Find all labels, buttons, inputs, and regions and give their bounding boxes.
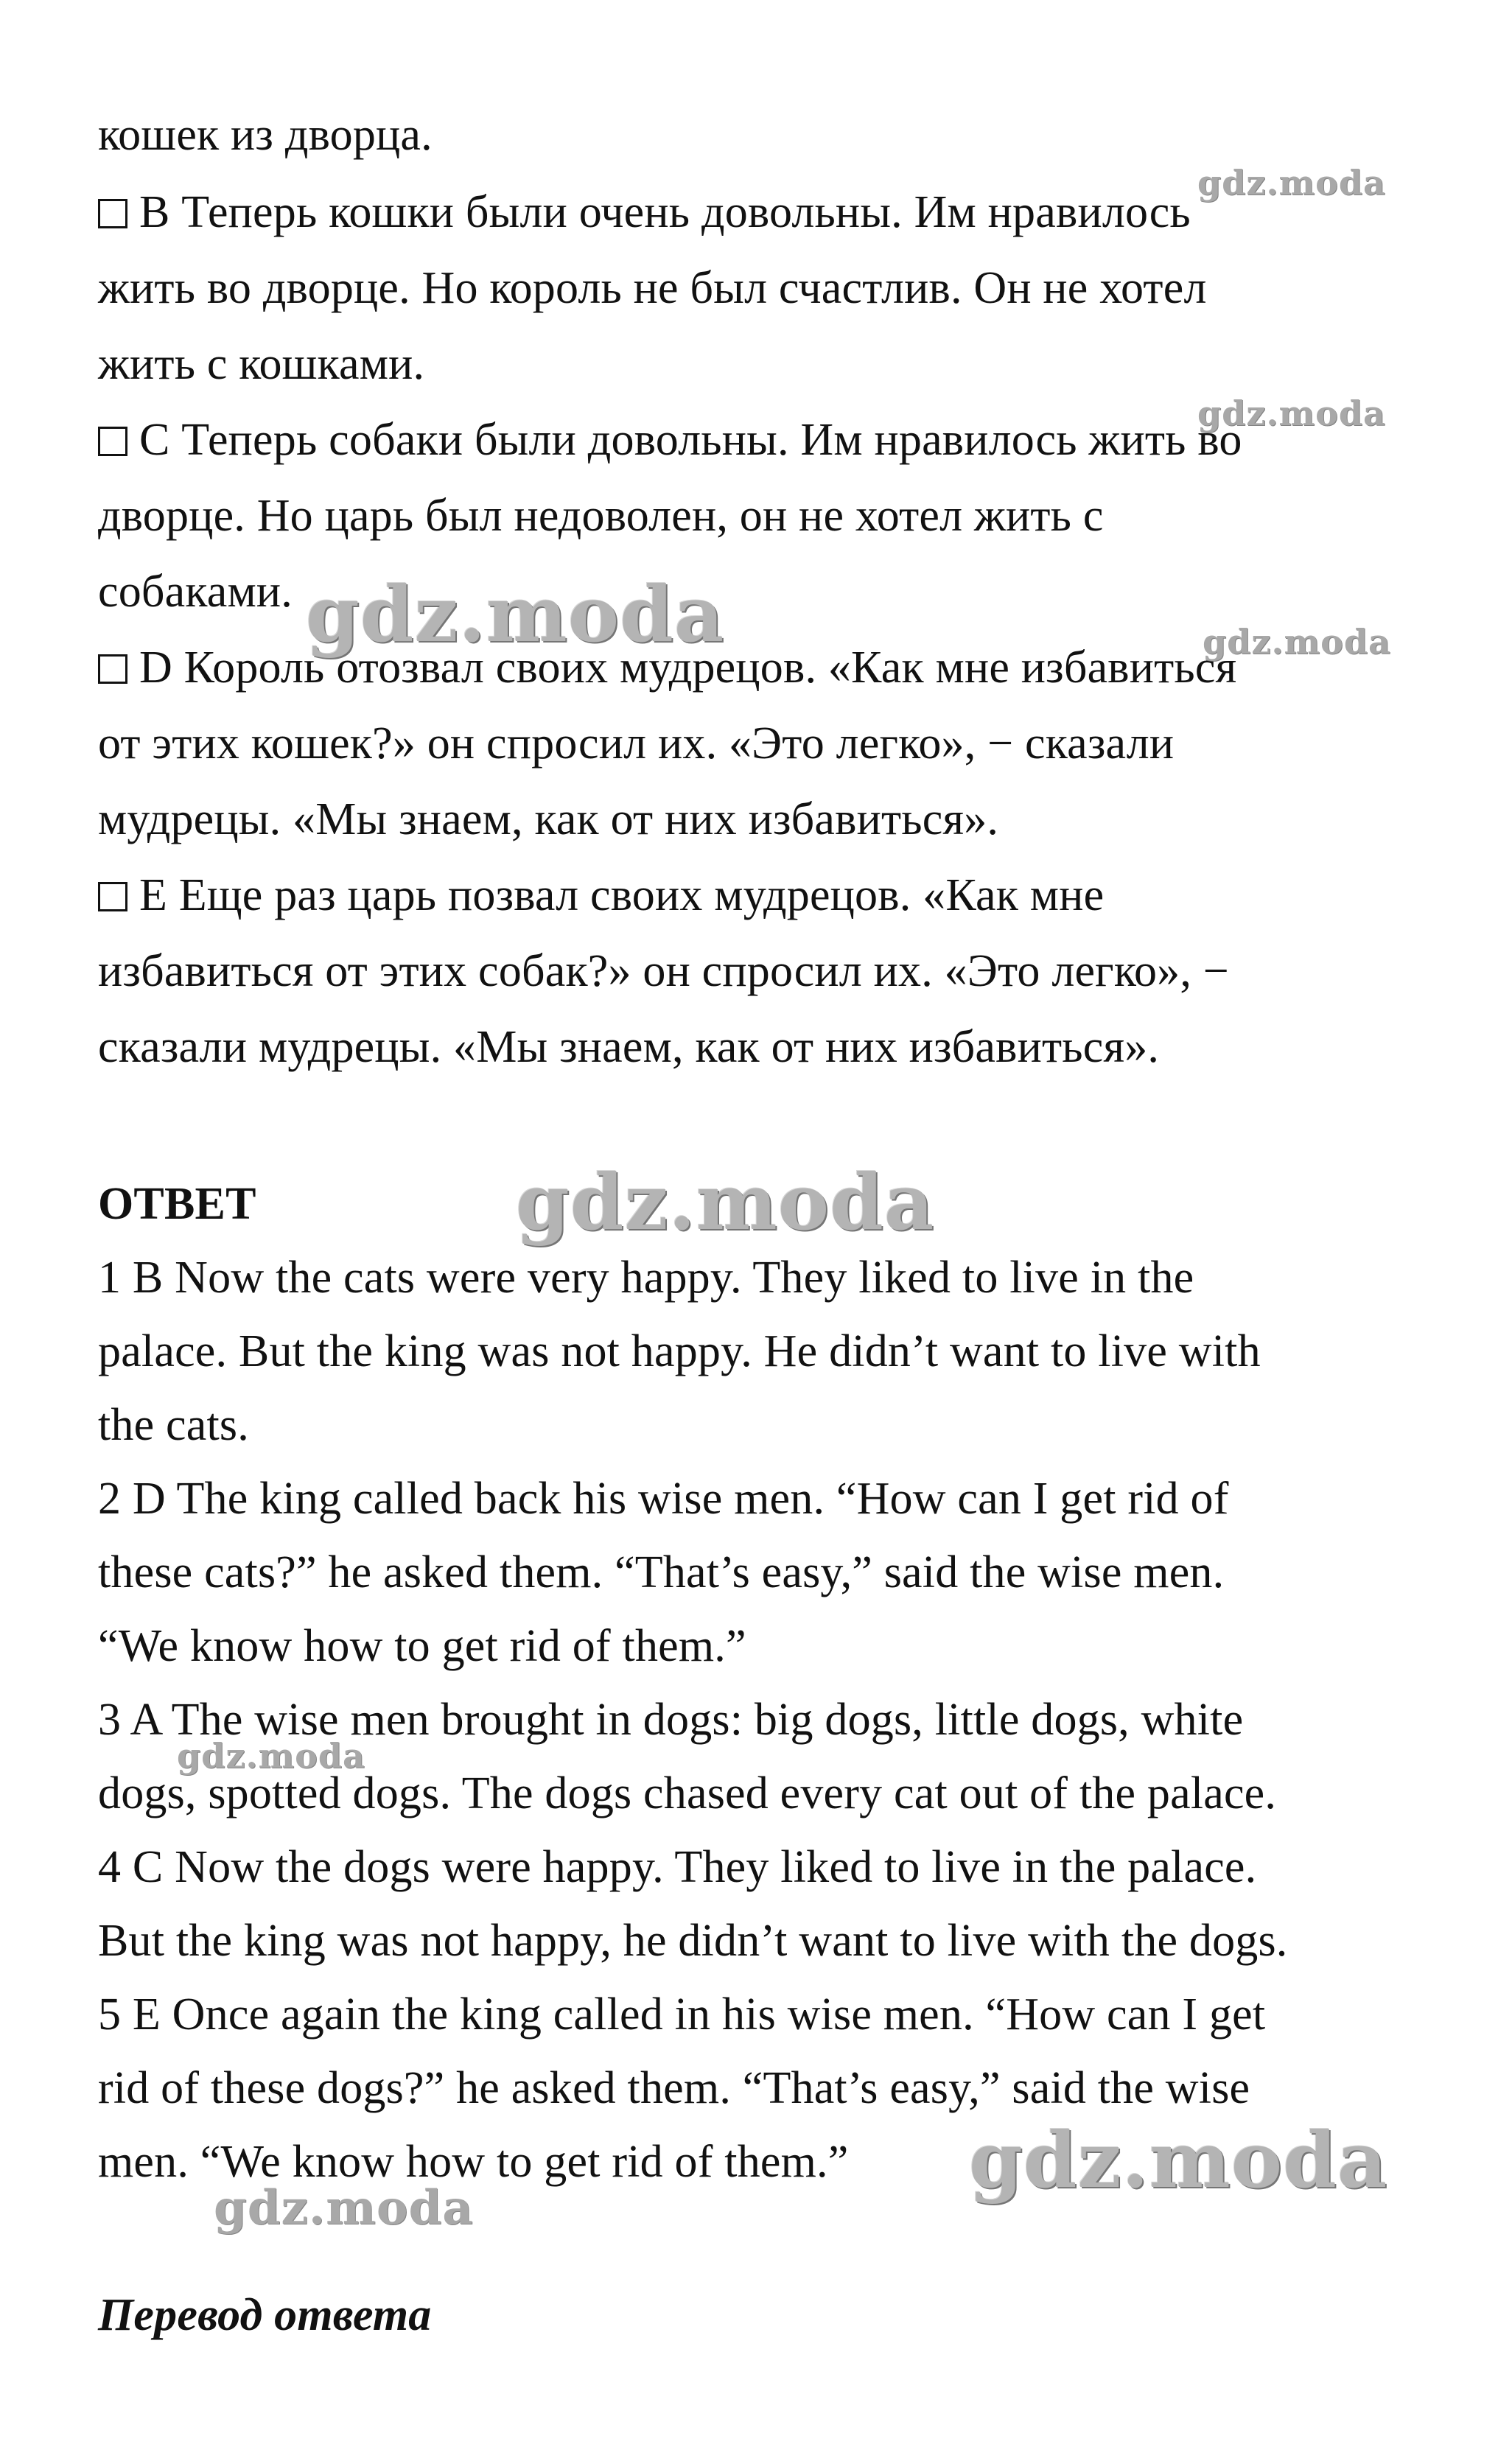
text-line: сказали мудрецы. «Мы знаем, как от них избавиться». [98, 1022, 1160, 1072]
text-line: жить во дворце. Но король не был счастлив. Он не хотел [98, 263, 1207, 313]
option-text: С Теперь собаки были довольны. Им нравилось жить во [139, 415, 1242, 465]
option-text: Е Еще раз царь позвал своих мудрецов. «Как мне [139, 870, 1105, 920]
answer-line: dogs, spotted dogs. The dogs chased every cat out of the palace. [98, 1768, 1277, 1818]
option-b [98, 189, 1191, 235]
text-line: кошек из дворца. [98, 110, 433, 160]
answer-line: palace. But the king was not happy. He didn’t want to live with [98, 1326, 1261, 1376]
translation-heading: Перевод ответа [98, 2290, 432, 2340]
text-line: мудрецы. «Мы знаем, как от них избавиться». [98, 794, 999, 844]
checkbox-icon[interactable] [98, 199, 127, 228]
watermark: gdz.moda [214, 2180, 474, 2236]
watermark: gdz.moda [516, 1157, 935, 1247]
watermark: gdz.moda [1197, 163, 1386, 203]
answer-line: 1 B Now the cats were very happy. They liked to live in the [98, 1253, 1194, 1303]
option-c [98, 417, 1242, 463]
watermark: gdz.moda [1197, 393, 1386, 433]
answer-line: the cats. [98, 1400, 249, 1450]
answer-line: men. “We know how to get rid of them.” [98, 2137, 849, 2187]
watermark: gdz.moda [1203, 622, 1391, 662]
text-line: избавиться от этих собак?» он спросил их. «Это легко», − [98, 946, 1229, 996]
text-line: от этих кошек?» он спросил их. «Это легко», − сказали [98, 718, 1175, 769]
answer-line: rid of these dogs?” he asked them. “That’s easy,” said the wise [98, 2063, 1250, 2113]
answer-line: 2 D The king called back his wise men. “How can I get rid of [98, 1474, 1229, 1524]
text-line: дворце. Но царь был недоволен, он не хотел жить с [98, 491, 1104, 541]
answer-heading: ОТВЕТ [98, 1179, 256, 1229]
text-line: собаками. [98, 567, 293, 617]
option-text: В Теперь кошки были очень довольны. Им нравилось [139, 187, 1191, 237]
checkbox-icon[interactable] [98, 654, 127, 684]
text-line: жить с кошками. [98, 339, 425, 389]
watermark: gdz.moda [177, 1736, 365, 1776]
answer-line: these cats?” he asked them. “That’s easy,” said the wise men. [98, 1547, 1225, 1597]
checkbox-icon[interactable] [98, 882, 127, 911]
answer-line: 4 C Now the dogs were happy. They liked to live in the palace. [98, 1842, 1257, 1892]
answer-line: 5 E Once again the king called in his wise men. “How can I get [98, 1989, 1266, 2040]
checkbox-icon[interactable] [98, 427, 127, 456]
answer-line: “We know how to get rid of them.” [98, 1621, 746, 1671]
option-e [98, 872, 1104, 918]
option-text: D Король отозвал своих мудрецов. «Как мне избавиться [139, 643, 1237, 693]
answer-line: But the king was not happy, he didn’t want to live with the dogs. [98, 1916, 1288, 1966]
answer-line: 3 A The wise men brought in dogs: big dogs, little dogs, white [98, 1695, 1244, 1745]
watermark: gdz.moda [969, 2115, 1388, 2205]
watermark: gdz.moda [306, 569, 725, 659]
